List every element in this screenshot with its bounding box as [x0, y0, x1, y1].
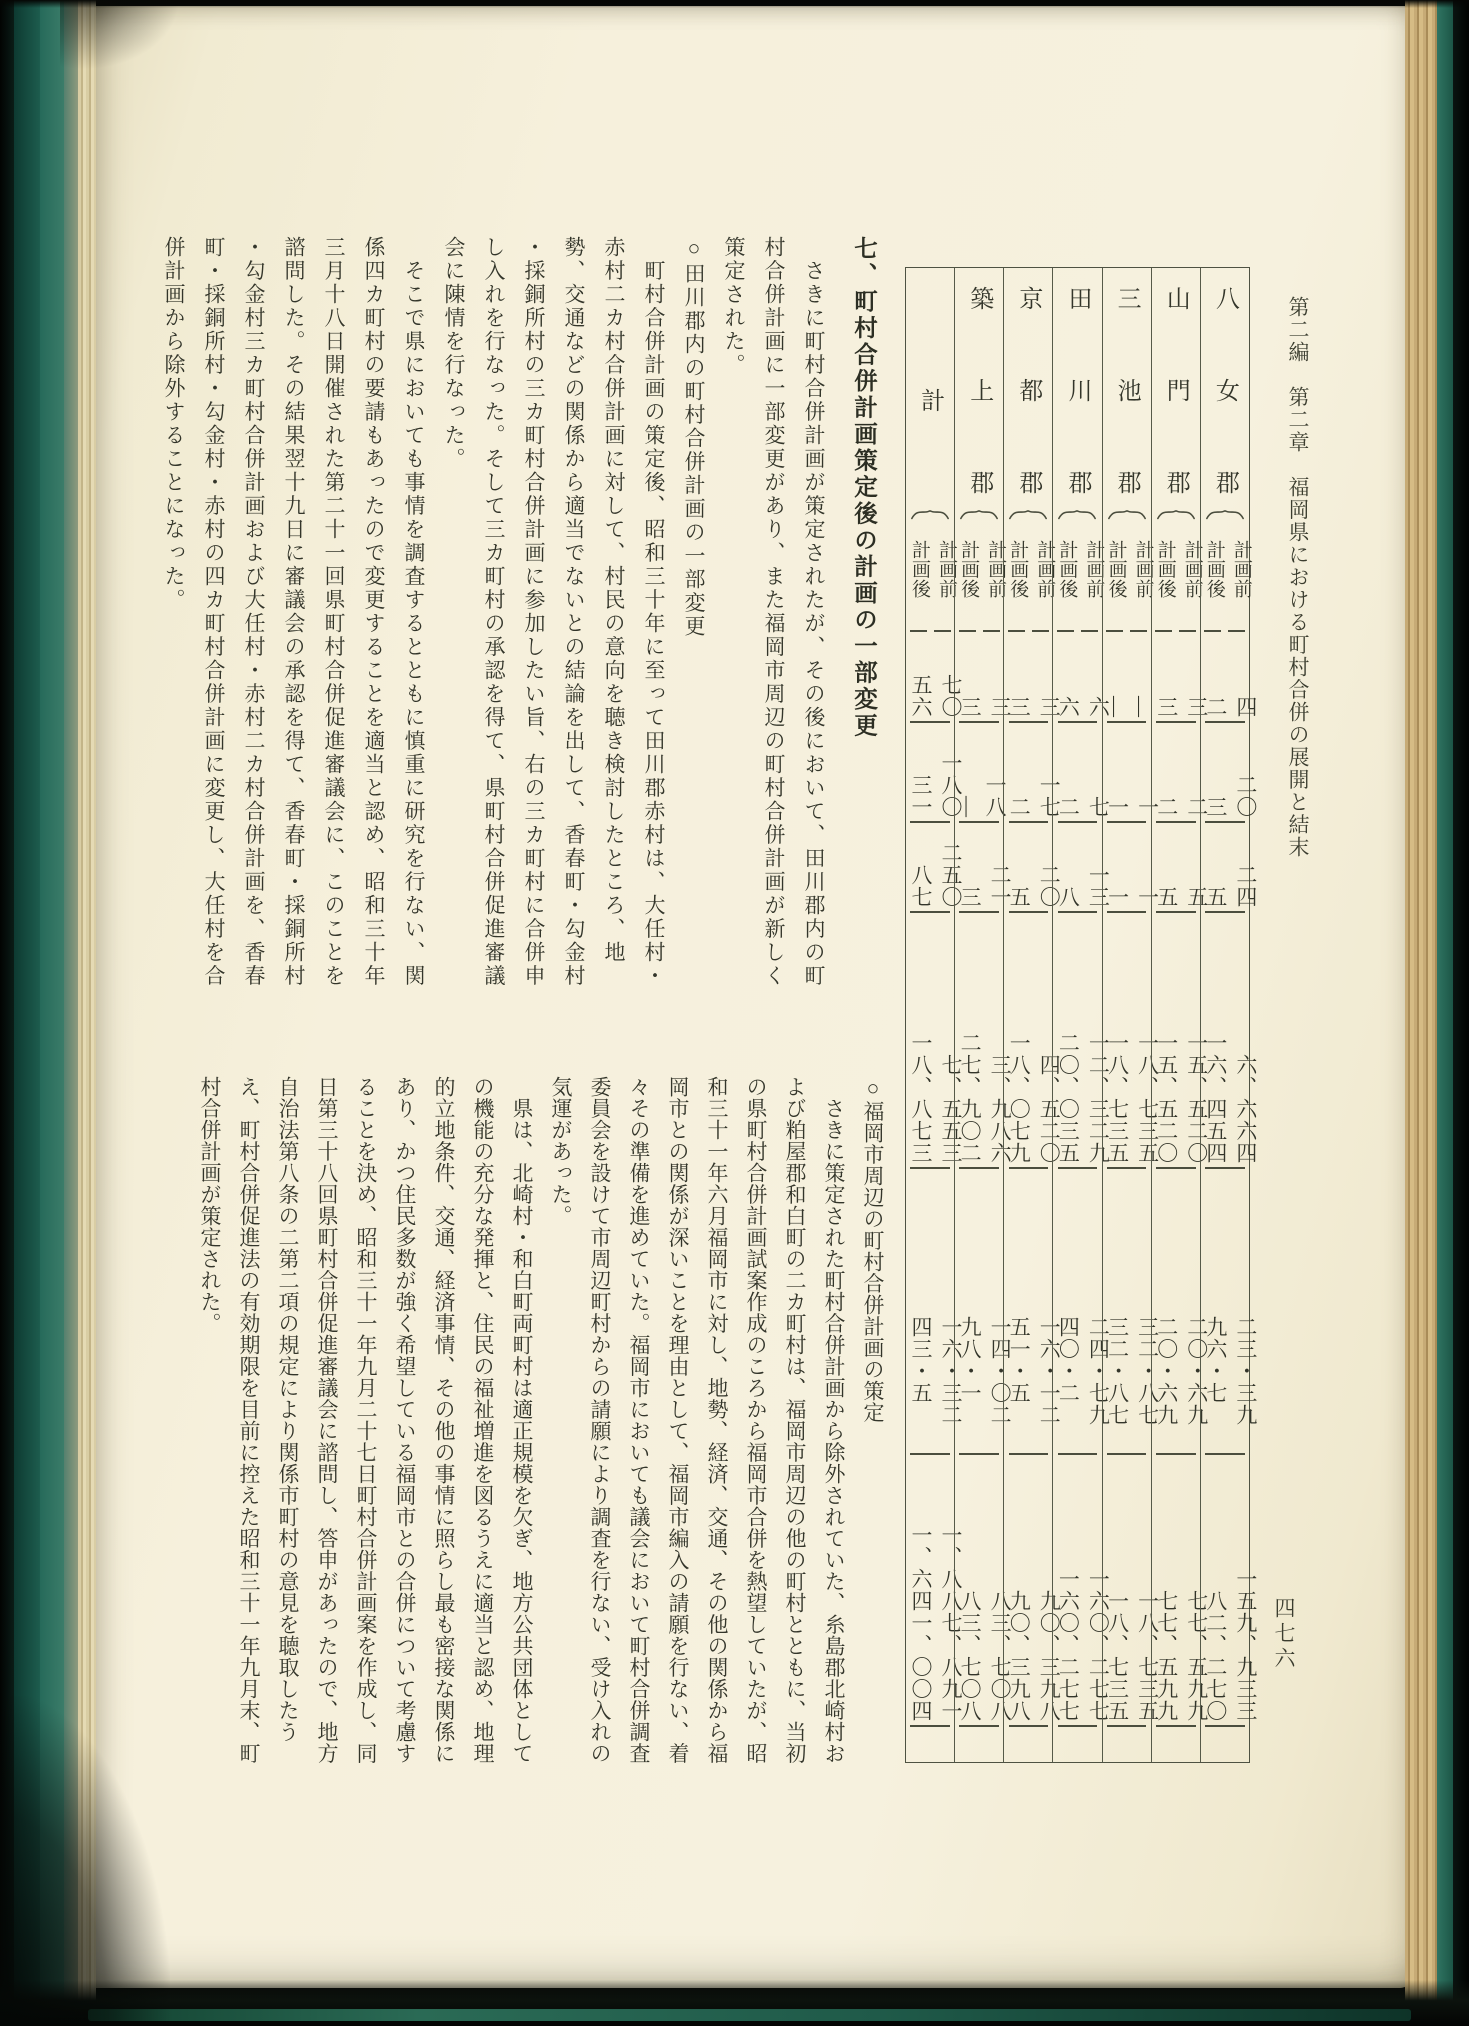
after-plan-label: 計画後 — [1007, 540, 1029, 599]
row-underline — [1156, 911, 1195, 913]
value-after: 九八・一 — [958, 1316, 983, 1404]
after-plan-label: 計画後 — [909, 540, 930, 599]
column-header: 計 — [916, 388, 943, 412]
table-cell — [906, 660, 963, 718]
row-underline — [959, 1167, 998, 1169]
value-after: 二七、九〇二 — [958, 1032, 983, 1164]
value-after: 四〇・二 — [1056, 1316, 1081, 1404]
table-cell — [1103, 1316, 1160, 1450]
row-underline — [1205, 1167, 1244, 1169]
value-before: 一八 — [983, 774, 1008, 818]
value-before: 四、五二〇 — [1037, 1054, 1062, 1164]
table-cell — [1201, 1316, 1258, 1450]
before-plan-label: 計画前 — [1181, 540, 1203, 599]
value-before: 一三 — [1086, 864, 1111, 908]
value-after: 四三・五 — [909, 1316, 933, 1404]
row-underline — [1156, 721, 1195, 723]
label-underlines — [955, 630, 1003, 632]
table-cell — [1201, 660, 1258, 718]
brace-icon — [1205, 506, 1245, 520]
row-underline — [1009, 1167, 1048, 1169]
value-before: 二五〇 — [939, 842, 963, 908]
value-before: 九〇、三九八 — [1037, 1590, 1062, 1722]
value-after: 二 — [1056, 796, 1081, 818]
table-cell — [1004, 834, 1062, 908]
row-underline — [1107, 821, 1146, 823]
text-column: 策定された。 — [722, 236, 746, 377]
value-after: 六 — [1056, 696, 1081, 718]
row-underline — [1205, 821, 1244, 823]
value-before: 一六・三二 — [939, 1316, 963, 1426]
value-before: 八三、七〇八 — [988, 1590, 1013, 1722]
value-after: 一 — [1105, 886, 1130, 908]
table-cell — [1152, 660, 1209, 718]
row-underline — [910, 1167, 949, 1169]
text-column: 日第三十八回県町村合併促進審議会に諮問し、答申があったので、地方 — [315, 1076, 339, 1764]
value-before: 三二・八七 — [1135, 1316, 1160, 1426]
table-cell — [955, 834, 1013, 908]
value-before: 四 — [1233, 696, 1258, 718]
table-cell — [1152, 1032, 1209, 1164]
brace-icon — [1008, 506, 1048, 520]
section-title: 七、町村合併計画策定後の計画の一部変更 — [850, 236, 876, 740]
brace-holder — [955, 506, 1003, 525]
value-after: — — [956, 796, 981, 818]
merger-table — [905, 267, 1258, 1763]
value-before: 一六・一二 — [1037, 1316, 1062, 1426]
value-before: 五 — [1184, 886, 1209, 908]
row-underline — [1156, 821, 1195, 823]
column-header: 三池郡 — [1113, 286, 1140, 562]
value-after: 八三、七〇八 — [958, 1590, 983, 1722]
text-column: え、町村合併促進法の有効期限を目前に控えた昭和三十一年九月末、町 — [237, 1076, 261, 1764]
table-cell — [1103, 1032, 1160, 1164]
value-before: 一四・〇二 — [988, 1316, 1013, 1426]
subcolumn-labels — [1053, 540, 1105, 632]
text-column: よび粕屋郡和白町の二カ町村は、福岡市周辺の他の町村とともに、当初 — [783, 1076, 807, 1764]
value-after: 一六〇、二七七 — [1056, 1568, 1081, 1722]
brace-icon — [910, 506, 950, 520]
label-underlines — [1152, 630, 1200, 632]
value-after: 一、六四一、〇〇四 — [909, 1524, 933, 1722]
table-cell — [1103, 746, 1160, 818]
value-after: 二 — [1007, 796, 1032, 818]
text-column: 和三十一年六月福岡市に対し、地勢、経済、交通、その他の関係から福 — [705, 1076, 729, 1764]
table-cell — [1004, 746, 1062, 818]
text-column: 町村合併計画の策定後、昭和三十年に至って田川郡赤村は、大任村・ — [642, 236, 666, 988]
table-cell — [1004, 1504, 1062, 1722]
row-underline — [959, 1453, 998, 1455]
value-before: 七〇 — [939, 674, 963, 718]
table-cell — [1152, 746, 1209, 818]
subcolumn-labels — [906, 540, 957, 632]
row-underline — [1156, 1725, 1195, 1727]
after-plan-label: 計画後 — [1105, 540, 1127, 599]
table-cell — [1152, 834, 1209, 908]
value-after: 一六、四五四 — [1203, 1032, 1228, 1164]
value-before: 七七、五九九 — [1184, 1590, 1209, 1722]
value-after: 一八、〇七九 — [1007, 1032, 1032, 1164]
section-upper — [150, 236, 892, 1042]
value-after: 三 — [1203, 796, 1228, 818]
label-underlines — [1103, 630, 1151, 632]
value-before: 一 — [1135, 796, 1160, 818]
after-plan-label: 計画後 — [1203, 540, 1225, 599]
column-header: 八女郡 — [1211, 286, 1238, 562]
label-underlines — [906, 630, 954, 632]
table-cell — [1053, 746, 1111, 818]
subcolumn-labels — [1201, 540, 1252, 632]
value-before: 七 — [1086, 796, 1111, 818]
value-after: 一八、七三五 — [1105, 1590, 1130, 1722]
text-column: さきに町村合併計画が策定されたが、その後において、田川郡内の町 — [802, 236, 826, 988]
text-column: 気運があった。 — [549, 1076, 573, 1227]
row-underline — [1107, 1167, 1146, 1169]
row-underline — [1058, 821, 1097, 823]
table-column-1 — [906, 268, 963, 1762]
value-before: 一二、三二九 — [1086, 1032, 1111, 1164]
label-underlines — [1201, 630, 1249, 632]
row-underline — [1107, 1725, 1146, 1727]
brace-icon — [1057, 506, 1097, 520]
text-column: あり、かつ住民多数が強く希望している福岡市との合併について考慮す — [393, 1076, 417, 1764]
value-after: 二〇、〇三五 — [1056, 1032, 1081, 1164]
column-header: 山門郡 — [1162, 286, 1189, 562]
table-cell — [1201, 1504, 1258, 1722]
value-after: 一 — [1105, 796, 1130, 818]
row-underline — [1058, 721, 1097, 723]
value-before: 一五九、九三三 — [1233, 1568, 1258, 1722]
subcolumn-labels — [1004, 540, 1056, 632]
text-column: 三月十八日開催された第二十一回県町村合併促進審議会に、このことを — [322, 236, 346, 988]
row-underline — [1058, 1453, 1097, 1455]
brace-holder — [1152, 506, 1200, 525]
table-cell — [955, 1504, 1013, 1722]
subcolumn-labels — [1152, 540, 1203, 632]
label-underlines — [1053, 630, 1101, 632]
table-column-3 — [1003, 268, 1062, 1762]
text-column: 村合併計画が策定された。 — [198, 1076, 222, 1334]
value-before: 二三・三九 — [1233, 1316, 1258, 1426]
row-underline — [910, 821, 949, 823]
brace-icon — [1156, 506, 1196, 520]
value-before: 三 — [1037, 696, 1062, 718]
brace-holder — [1103, 506, 1151, 525]
value-before: 三 — [988, 696, 1013, 718]
table-cell — [1103, 834, 1160, 908]
value-before: 六、六六四 — [1233, 1054, 1258, 1164]
value-after: 九〇、三九八 — [1007, 1590, 1032, 1722]
brace-icon — [959, 506, 999, 520]
text-column: 係四カ町村の要請もあったので変更することを適当と認め、昭和三十年 — [362, 236, 386, 988]
table-cell — [955, 746, 1008, 818]
text-column: 勢、交通などの関係から適当でないとの結論を出して、香春町・勾金村 — [562, 236, 586, 988]
row-underline — [1009, 721, 1048, 723]
value-after: 二〇・六九 — [1154, 1316, 1179, 1426]
value-before: 二四 — [1233, 864, 1258, 908]
value-before: 二〇・六九 — [1184, 1316, 1209, 1426]
value-after: 八七 — [909, 864, 933, 908]
value-after: 五 — [1203, 886, 1228, 908]
text-column: し入れを行なった。そして三カ町村の承認を得て、県町村合併促進審議 — [482, 236, 506, 988]
row-underline — [1107, 911, 1146, 913]
value-after: 三二・八七 — [1105, 1316, 1130, 1426]
table-cell — [1053, 1032, 1111, 1164]
value-before: 二〇 — [1037, 864, 1062, 908]
text-column: 自治法第八条の二第二項の規定により関係市町村の意見を聴取したう — [276, 1076, 300, 1743]
value-before: 二 — [1184, 796, 1209, 818]
row-underline — [1156, 1453, 1195, 1455]
row-underline — [1009, 821, 1048, 823]
value-before: 一八〇 — [939, 752, 963, 818]
value-before: 一五、五二〇 — [1184, 1032, 1209, 1164]
text-column: 的立地条件、交通、経済事情、その他の事情に照らし最も密接な関係に — [432, 1076, 456, 1764]
before-plan-label: 計画前 — [936, 540, 957, 599]
after-plan-label: 計画後 — [1056, 540, 1078, 599]
subcolumn-labels — [955, 540, 1007, 632]
table-cell — [955, 660, 1013, 718]
table-cell — [906, 1316, 963, 1450]
row-underline — [1058, 1725, 1097, 1727]
row-underline — [910, 911, 949, 913]
value-after: 五 — [1154, 886, 1179, 908]
table-cell — [1053, 1504, 1111, 1722]
text-column: ることを決め、昭和三十一年九月二十七日町村合併計画案を作成し、同 — [354, 1076, 378, 1764]
value-after: 一八、七三五 — [1105, 1032, 1130, 1164]
value-before: 三、九八六 — [988, 1054, 1013, 1164]
text-column: の県町村合併計画試案作成のころから福岡市合併を熱望していたが、昭 — [744, 1076, 768, 1764]
table-cell — [1004, 1316, 1062, 1450]
brace-holder — [1053, 506, 1101, 525]
value-before: 一七 — [1037, 774, 1062, 818]
table-cell — [1201, 746, 1258, 818]
value-before: 六 — [1086, 696, 1111, 718]
text-column: ・採銅所村の三カ町村合併計画に参加したい旨、右の三カ町村に合併申 — [522, 236, 546, 988]
value-after: — — [1103, 696, 1128, 718]
value-after: 五 — [1007, 886, 1032, 908]
brace-icon — [1107, 506, 1147, 520]
value-before: 七、五五三 — [939, 1054, 963, 1164]
value-before: 二〇 — [1233, 774, 1258, 818]
table-cell — [906, 746, 963, 818]
value-after: 三 — [1007, 696, 1032, 718]
text-column: 村合併計画に一部変更があり、また福岡市周辺の町村合併計画が新しく — [762, 236, 786, 988]
table-cell — [906, 834, 963, 908]
row-underline — [1205, 1453, 1244, 1455]
text-column: ○田川郡内の町村合併計画の一部変更 — [682, 236, 706, 639]
value-before: 二一 — [988, 864, 1013, 908]
table-column-6 — [1151, 268, 1209, 1762]
text-column: ・勾金村三カ町村合併計画および大任村・赤村二カ村合併計画を、香春 — [242, 236, 266, 988]
table-cell — [955, 1316, 1013, 1450]
row-underline — [910, 1725, 949, 1727]
row-underline — [1009, 911, 1048, 913]
scan-corner-shadow — [0, 1696, 170, 2026]
text-column: の機能の充分な発揮と、住民の福祉増進を図るうえに適当と認め、地理 — [471, 1076, 495, 1764]
value-after: 九六・七 — [1203, 1316, 1228, 1404]
book-cover-bottom-edge — [88, 2009, 1411, 2021]
column-header: 京都郡 — [1014, 286, 1041, 562]
after-plan-label: 計画後 — [958, 540, 980, 599]
row-underline — [1205, 721, 1244, 723]
row-underline — [959, 911, 998, 913]
row-underline — [959, 821, 998, 823]
row-underline — [1107, 721, 1146, 723]
column-header: 田川郡 — [1063, 286, 1090, 562]
row-underline — [1205, 1725, 1244, 1727]
row-underline — [910, 1453, 949, 1455]
before-plan-label: 計画前 — [985, 540, 1007, 599]
table-cell — [1152, 1316, 1209, 1450]
label-underlines — [1004, 630, 1052, 632]
before-plan-label: 計画前 — [1034, 540, 1056, 599]
brace-holder — [1004, 506, 1052, 525]
value-after: 一八、八七三 — [909, 1032, 933, 1164]
text-column: そこで県においても事情を調査するとともに慎重に研究を行ない、関 — [402, 236, 426, 988]
text-column: 併計画から除外することになった。 — [162, 236, 186, 612]
value-before: 一八、七三五 — [1135, 1590, 1160, 1722]
book-page-stack-right-edge — [1405, 0, 1469, 2026]
value-after: 七七、五九九 — [1154, 1590, 1179, 1722]
brace-holder — [1201, 506, 1249, 525]
value-after: 二 — [1154, 796, 1179, 818]
value-before: 一六〇、二七七 — [1086, 1568, 1111, 1722]
subcolumn-labels — [1103, 540, 1154, 632]
table-cell — [1103, 1504, 1160, 1722]
before-plan-label: 計画前 — [1132, 540, 1154, 599]
table-cell — [1053, 660, 1111, 718]
text-column: ○福岡市周辺の町村合併計画の策定 — [861, 1076, 885, 1423]
value-after: 三 — [958, 696, 983, 718]
value-after: 五六 — [909, 674, 933, 718]
table-cell — [1201, 834, 1258, 908]
before-plan-label: 計画前 — [1230, 540, 1252, 599]
text-column: 委員会を設けて市周辺町村からの請願により調査を行ない、受け入れの — [588, 1076, 612, 1764]
text-column: 諮問した。その結果翌十九日に審議会の承認を得て、香春町・採銅所村 — [282, 236, 306, 988]
row-underline — [1107, 1453, 1146, 1455]
row-underline — [910, 721, 949, 723]
table-cell — [1152, 1504, 1209, 1722]
table-cell — [955, 1032, 1013, 1164]
brace-holder — [906, 506, 954, 525]
table-column-4 — [1052, 268, 1111, 1762]
section-lower — [150, 1076, 892, 1778]
value-before: 一八、七三五 — [1135, 1032, 1160, 1164]
table-cell — [1053, 1316, 1111, 1450]
row-underline — [1058, 911, 1097, 913]
chapter-running-head: 第二編 第二章 福岡県における町村合併の展開と結末 — [1286, 296, 1310, 859]
table-cell — [906, 1504, 963, 1722]
value-after: 三一 — [909, 774, 933, 818]
text-column: さきに策定された町村合併計画から除外されていた、糸島郡北崎村お — [822, 1076, 846, 1764]
value-after: 三 — [1154, 696, 1179, 718]
value-after: 二 — [1203, 696, 1228, 718]
table-cell — [1004, 660, 1062, 718]
after-plan-label: 計画後 — [1154, 540, 1176, 599]
value-before: 一、八八七、八九一 — [939, 1524, 963, 1722]
scan-top-edge — [0, 0, 1469, 8]
row-underline — [959, 1725, 998, 1727]
value-after: 三 — [958, 886, 983, 908]
page-number-folio: 四七六 — [1272, 1597, 1296, 1672]
scan-corner-shadow — [60, 0, 180, 70]
text-column: 町・採銅所村・勾金村・赤村の四カ町村合併計画に変更し、大任村を合 — [202, 236, 226, 988]
row-underline — [1058, 1167, 1097, 1169]
value-before: 二四・七九 — [1086, 1316, 1111, 1426]
row-underline — [1205, 911, 1244, 913]
value-after: 五一・五 — [1007, 1316, 1032, 1404]
table-cell — [906, 1032, 963, 1164]
table-cell — [1053, 834, 1111, 908]
table-cell — [1103, 660, 1151, 718]
value-after: 八二、二七〇 — [1203, 1590, 1228, 1722]
row-underline — [1009, 1725, 1048, 1727]
table-cell — [1004, 1032, 1062, 1164]
value-after: 一五、五二〇 — [1154, 1032, 1179, 1164]
row-underline — [959, 721, 998, 723]
table-cell — [1201, 1032, 1258, 1164]
row-underline — [1156, 1167, 1195, 1169]
column-header: 築上郡 — [965, 286, 992, 562]
text-column: 々その準備を進めていた。福岡市においても議会において町村合併調査 — [627, 1076, 651, 1764]
before-plan-label: 計画前 — [1083, 540, 1105, 599]
value-before: 一 — [1135, 886, 1160, 908]
table-column-2 — [954, 268, 1013, 1762]
value-after: 八 — [1056, 886, 1081, 908]
text-column: 岡市との関係が深いことを理由として、福岡市編入の請願を行ない、着 — [666, 1076, 690, 1764]
row-underline — [1009, 1453, 1048, 1455]
table-column-7 — [1200, 268, 1258, 1762]
table-column-5 — [1102, 268, 1160, 1762]
text-column: 会に陳情を行なった。 — [442, 236, 466, 471]
text-column: 赤村二カ村合併計画に対して、村民の意向を聴き検討したところ、地 — [602, 236, 626, 965]
value-before: — — [1128, 696, 1153, 718]
text-column: 県は、北崎村・和白町両町村は適正規模を欠ぎ、地方公共団体として — [510, 1076, 534, 1764]
value-before: 三 — [1184, 696, 1209, 718]
